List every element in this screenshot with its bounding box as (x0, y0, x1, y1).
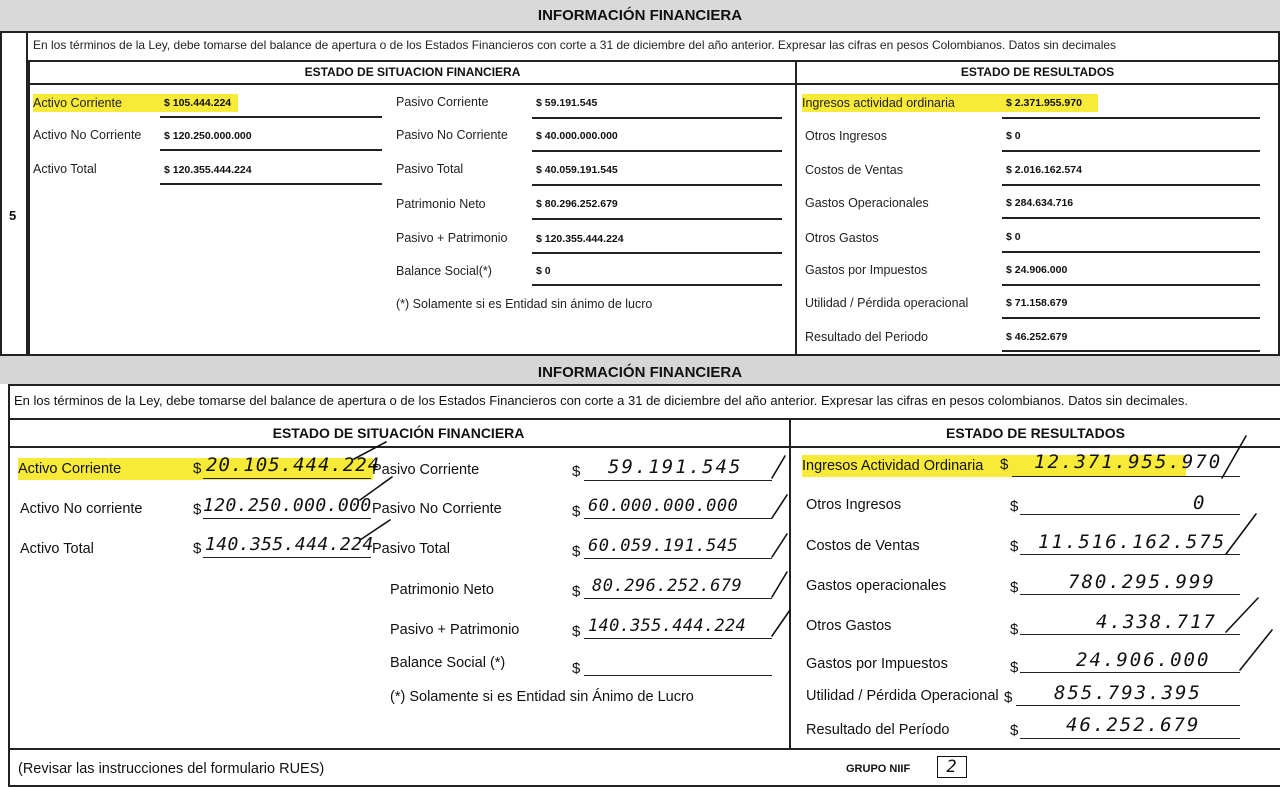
grupo-niif-label: GRUPO NIIF (846, 763, 911, 775)
bottom-costos-ventas-currency: $ (1010, 538, 1019, 555)
top-utilidad-value: $ 71.158.679 (1006, 297, 1068, 309)
top-gastos-impuestos-line (1002, 284, 1260, 286)
top-row-number: 5 (9, 208, 17, 223)
bottom-ingresos-value: 12.371.955.970 (1034, 451, 1223, 473)
bottom-ingresos-currency: $ (1000, 456, 1009, 473)
bottom-pasivo-no-corriente-value: 60.000.000.000 (588, 496, 739, 516)
bottom-pasivo-total-line (584, 558, 772, 559)
bottom-pasivo-patrimonio-label: Pasivo + Patrimonio (390, 622, 520, 638)
bottom-gastos-operacionales-label: Gastos operacionales (806, 578, 947, 594)
top-note: (*) Solamente si es Entidad sin ánimo de lucro (396, 297, 653, 311)
bottom-activo-no-corriente-line (203, 518, 371, 519)
bottom-resultado-line (1020, 738, 1240, 739)
top-er-title: ESTADO DE RESULTADOS (960, 65, 1115, 79)
top-otros-gastos-value: $ 0 (1006, 231, 1021, 243)
top-activo-no-corriente-line (160, 149, 382, 151)
top-costos-ventas-line (1002, 184, 1260, 186)
bottom-footer-note: (Revisar las instrucciones del formulario RUES) (18, 761, 325, 777)
grupo-niif-value: 2 (946, 757, 958, 777)
top-patrimonio-neto-line (532, 218, 782, 220)
top-pasivo-no-corriente-label: Pasivo No Corriente (396, 128, 508, 142)
bottom-ingresos-label: Ingresos Actividad Ordinaria (802, 455, 1186, 477)
top-pasivo-total-label: Pasivo Total (396, 162, 464, 176)
bottom-balance-social-label: Balance Social (*) (390, 655, 506, 671)
top-pasivo-no-corriente-line (532, 150, 782, 152)
top-balance-social-label: Balance Social(*) (396, 264, 492, 278)
top-activo-corriente-value: $ 105.444.224 (164, 97, 232, 109)
top-utilidad-label: Utilidad / Pérdida operacional (805, 296, 969, 310)
top-patrimonio-neto-value: $ 80.296.252.679 (536, 198, 618, 210)
top-pasivo-patrimonio-value: $ 120.355.444.224 (536, 233, 624, 245)
bottom-patrimonio-neto-line (584, 598, 772, 599)
top-activo-corriente-line (160, 116, 382, 118)
bottom-gastos-impuestos-value: 24.906.000 (1076, 649, 1211, 671)
top-balance-social-line (532, 284, 782, 286)
grupo-niif-box (937, 756, 967, 778)
bottom-activo-corriente-currency: $ (193, 460, 202, 477)
bottom-gastos-operacionales-value: 780.295.999 (1068, 571, 1216, 593)
top-ingresos-line (1002, 117, 1260, 119)
bottom-esf-title: ESTADO DE SITUACIÓN FINANCIERA (272, 425, 525, 441)
top-pasivo-corriente-label: Pasivo Corriente (396, 95, 489, 109)
bottom-pasivo-no-corriente-label: Pasivo No Corriente (372, 501, 502, 517)
top-resultado-label: Resultado del Periodo (805, 330, 928, 344)
bottom-activo-corriente-label: Activo Corriente (18, 458, 373, 480)
bottom-pasivo-corriente-currency: $ (572, 463, 581, 480)
top-costos-ventas-value: $ 2.016.162.574 (1006, 164, 1082, 176)
bottom-otros-gastos-label: Otros Gastos (806, 618, 892, 634)
bottom-utilidad-line (1016, 705, 1240, 706)
bottom-patrimonio-neto-currency: $ (572, 583, 581, 600)
top-activo-no-corriente-value: $ 120.250.000.000 (164, 130, 252, 142)
bottom-costos-ventas-line (1020, 554, 1240, 555)
top-ingresos-value: $ 2.371.955.970 (1006, 97, 1082, 109)
top-patrimonio-neto-label: Patrimonio Neto (396, 197, 486, 211)
bottom-gastos-impuestos-line (1020, 672, 1240, 673)
bottom-costos-ventas-value: 11.516.162.575 (1038, 531, 1227, 553)
bottom-activo-total-label: Activo Total (20, 541, 94, 557)
bottom-form-title: INFORMACIÓN FINANCIERA (0, 356, 1280, 384)
top-pasivo-corriente-line (532, 117, 782, 119)
top-pasivo-no-corriente-value: $ 40.000.000.000 (536, 130, 618, 142)
top-otros-ingresos-line (1002, 150, 1260, 152)
top-intro-text: En los términos de la Ley, debe tomarse del balance de apertura o de los Estados Financieros con corte a 31 de diciembre del año anterior. Expresar las cifras en pesos Colombianos. Datos sin decimales (33, 38, 1117, 52)
bottom-activo-corriente-line (203, 478, 371, 479)
top-utilidad-line (1002, 317, 1260, 319)
bottom-section-header-line (8, 446, 1280, 448)
top-form-title: INFORMACIÓN FINANCIERA (0, 0, 1280, 33)
top-otros-gastos-line (1002, 251, 1260, 253)
bottom-activo-no-corriente-value: 120.250.000.000 (203, 495, 372, 516)
bottom-otros-ingresos-line (1020, 514, 1240, 515)
top-activo-total-label: Activo Total (33, 162, 97, 176)
top-activo-total-line (160, 183, 382, 185)
top-esf-header-line (28, 83, 1280, 85)
bottom-otros-ingresos-label: Otros Ingresos (806, 497, 902, 513)
top-pasivo-corriente-value: $ 59.191.545 (536, 97, 598, 109)
bottom-resultado-value: 46.252.679 (1066, 714, 1201, 736)
bottom-pasivo-corriente-line (584, 480, 772, 481)
bottom-otros-ingresos-value: 0 (1193, 492, 1206, 514)
top-gastos-impuestos-label: Gastos por Impuestos (805, 263, 928, 277)
bottom-pasivo-corriente-label: Pasivo Corriente (372, 462, 480, 478)
bottom-gastos-impuestos-currency: $ (1010, 659, 1019, 676)
bottom-pasivo-patrimonio-value: 140.355.444.224 (588, 616, 747, 636)
top-activo-corriente-label: Activo Corriente (33, 94, 238, 112)
top-esf-title: ESTADO DE SITUACION FINANCIERA (304, 65, 521, 79)
bottom-activo-corriente-value: 20.105.444.224 (206, 454, 381, 476)
bottom-utilidad-value: 855.793.395 (1054, 682, 1202, 704)
bottom-section-divider (789, 418, 791, 748)
bottom-gastos-operacionales-currency: $ (1010, 579, 1019, 596)
bottom-resultado-label: Resultado del Período (806, 722, 950, 738)
top-pasivo-total-value: $ 40.059.191.545 (536, 164, 618, 176)
top-activo-total-value: $ 120.355.444.224 (164, 164, 252, 176)
top-pasivo-patrimonio-line (532, 252, 782, 254)
top-ingresos-label: Ingresos actividad ordinaria (802, 94, 1098, 112)
top-activo-no-corriente-label: Activo No Corriente (33, 128, 142, 142)
bottom-otros-gastos-line (1020, 634, 1240, 635)
bottom-utilidad-currency: $ (1004, 689, 1013, 706)
top-pasivo-patrimonio-label: Pasivo + Patrimonio (396, 231, 508, 245)
bottom-pasivo-total-currency: $ (572, 543, 581, 560)
bottom-utilidad-label: Utilidad / Pérdida Operacional (806, 688, 999, 704)
bottom-otros-gastos-value: 4.338.717 (1096, 611, 1217, 633)
bottom-patrimonio-neto-label: Patrimonio Neto (390, 582, 494, 598)
bottom-activo-total-line (203, 557, 371, 558)
bottom-patrimonio-neto-value: 80.296.252.679 (592, 576, 743, 596)
bottom-resultado-currency: $ (1010, 722, 1019, 739)
bottom-pasivo-total-label: Pasivo Total (372, 541, 450, 557)
bottom-pasivo-no-corriente-currency: $ (572, 503, 581, 520)
bottom-activo-total-currency: $ (193, 540, 202, 557)
bottom-note: (*) Solamente si es Entidad sin Ánimo de Lucro (390, 689, 694, 705)
bottom-er-title: ESTADO DE RESULTADOS (946, 425, 1125, 441)
top-balance-social-value: $ 0 (536, 265, 551, 277)
bottom-activo-no-corriente-currency: $ (193, 501, 202, 518)
top-gastos-impuestos-value: $ 24.906.000 (1006, 264, 1068, 276)
bottom-pasivo-total-value: 60.059.191.545 (588, 536, 739, 556)
bottom-section-top-line (8, 418, 1280, 420)
top-otros-gastos-label: Otros Gastos (805, 231, 879, 245)
top-costos-ventas-label: Costos de Ventas (805, 163, 903, 177)
bottom-ingresos-line (1012, 476, 1240, 477)
bottom-pasivo-no-corriente-line (584, 518, 772, 519)
bottom-footer-line (8, 748, 1280, 750)
bottom-costos-ventas-label: Costos de Ventas (806, 538, 920, 554)
top-gastos-operacionales-value: $ 284.634.716 (1006, 197, 1074, 209)
bottom-pasivo-corriente-value: 59.191.545 (608, 456, 743, 478)
bottom-activo-no-corriente-label: Activo No corriente (20, 501, 143, 517)
bottom-gastos-impuestos-label: Gastos por Impuestos (806, 656, 948, 672)
bottom-pasivo-patrimonio-line (584, 638, 772, 639)
bottom-pasivo-patrimonio-currency: $ (572, 623, 581, 640)
bottom-otros-gastos-currency: $ (1010, 621, 1019, 638)
top-resultado-line (1002, 350, 1260, 352)
top-gastos-operacionales-label: Gastos Operacionales (805, 196, 929, 210)
bottom-otros-ingresos-currency: $ (1010, 498, 1019, 515)
top-pasivo-total-line (532, 184, 782, 186)
top-otros-ingresos-value: $ 0 (1006, 130, 1021, 142)
top-gastos-operacionales-line (1002, 217, 1260, 219)
bottom-activo-total-value: 140.355.444.224 (205, 534, 374, 555)
bottom-balance-social-line (584, 675, 772, 676)
bottom-balance-social-currency: $ (572, 660, 581, 677)
top-otros-ingresos-label: Otros Ingresos (805, 129, 887, 143)
bottom-intro-text: En los términos de la Ley, debe tomarse del balance de apertura o de los Estados Financieros con corte a 31 de diciembre del año anterior. Expresar las cifras en pesos colombianos. Datos sin decimales. (14, 393, 1189, 408)
bottom-gastos-operacionales-line (1020, 594, 1240, 595)
top-resultado-value: $ 46.252.679 (1006, 331, 1068, 343)
